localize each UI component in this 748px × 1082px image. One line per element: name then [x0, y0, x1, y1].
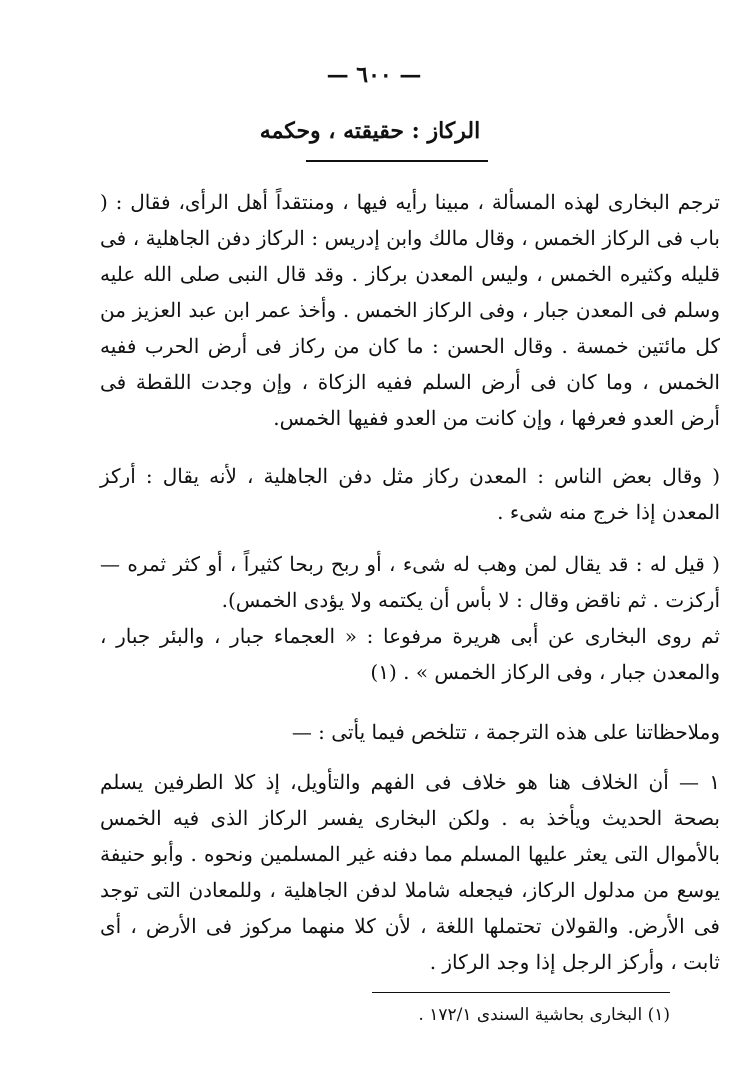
paragraph-notes-intro: وملاحظاتنا على هذه الترجمة ، تتلخص فيما يأتى : — [291, 720, 720, 744]
footnote: (١) البخارى بحاشية السندى ١٧٢/١ . [418, 1005, 670, 1025]
paragraph-reply: ( قيل له : قد يقال لمن وهب له شىء ، أو ربح ربحا كثيراً ، أو كثر ثمره — أركزت . ثم ناقض وقال : لا بأس أن يكتمه ولا يؤدى الخمس). [100, 552, 720, 612]
paragraph-note-one: ١ — أن الخلاف هنا هو خلاف فى الفهم والتأويل، إذ كلا الطرفين يسلم بصحة الحديث ويأخذ به . ولكن البخارى يفسر الركاز الذى فيه الخمس بالأموال التى يعثر عليها المسلم مما دفنه غير المسلمين ونحوه . وأبو حنيفة يوسع من مدلول الركاز، فيجعله شاملا لدفن الجاهلية ، وللمعادن التى توجد فى الأرض. والقولان تحتملها اللغة ، لأن كلا منهما مركوز فى الأرض ، أى ثابت ، وأركز الرجل إذا وجد الركاز . [100, 770, 720, 974]
heading-underline [306, 160, 488, 162]
section-heading: الركاز : حقيقته ، وحكمه [259, 118, 481, 144]
footnote-divider [372, 992, 670, 993]
paragraph-some-people: ( وقال بعض الناس : المعدن ركاز مثل دفن الجاهلية ، لأنه يقال : أركز المعدن إذا خرج منه شىء . [100, 464, 720, 524]
page-number: — ٦٠٠ — [326, 62, 422, 88]
paragraph-bukhari-chapter: ترجم البخارى لهذه المسألة ، مبينا رأيه فيها ، ومنتقداً أهل الرأى، فقال : ( باب فى الركاز الخمس ، وقال مالك وابن إدريس : الركاز دفن الجاهلية ، فى قليله وكثيره الخمس ، وليس المعدن بركاز . وقد قال النبى صلى الله عليه وسلم فى المعدن جبار ، وفى الركاز الخمس . وأخذ عمر ابن عبد العزيز من كل مائتين خمسة . وقال الحسن : ما كان من ركاز فى أرض الحرب ففيه الخمس ، وما كان فى أرض السلم ففيه الزكاة ، وإن وجدت اللقطة فى أرض العدو فعرفها ، وإن كانت من العدو ففيها الخمس. [100, 190, 721, 430]
paragraph-hadith: ثم روى البخارى عن أبى هريرة مرفوعا : « العجماء جبار ، والبئر جبار ، والمعدن جبار ، وفى الركاز الخمس » . (١) [100, 624, 720, 684]
